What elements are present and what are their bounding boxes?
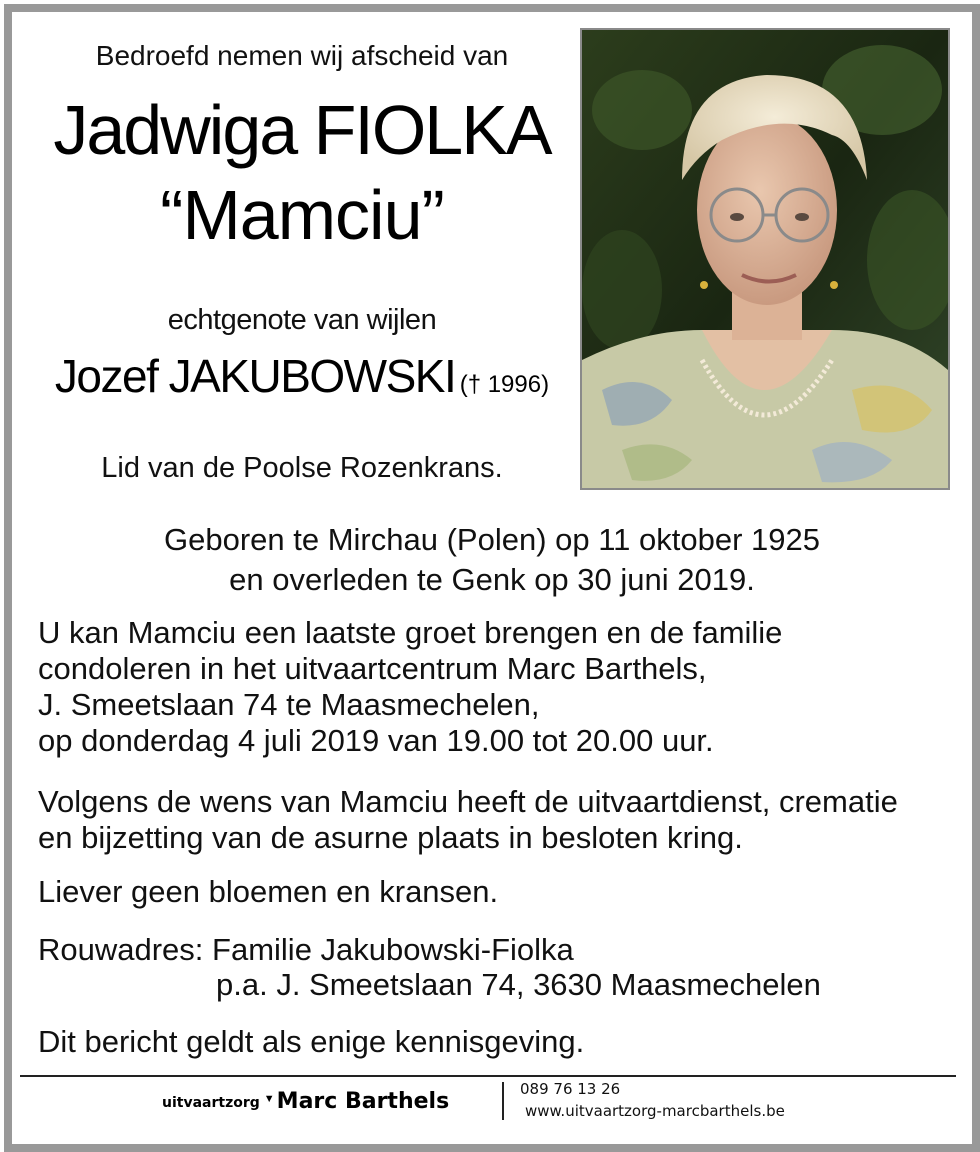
notice-text: Dit bericht geldt als enige kennisgeving. (38, 1024, 585, 1059)
intro-text: Bedroefd nemen wij afscheid van (95, 40, 509, 71)
brand-prefix: uitvaartzorg (162, 1095, 260, 1111)
funeral-home-website: www.uitvaartzorg-marcbarthels.be (525, 1102, 785, 1120)
portrait-photo (580, 28, 950, 490)
mourning-address-line: Rouwadres: Familie Jakubowski-Fiolka (38, 932, 574, 967)
funeral-home-logo (162, 1089, 449, 1114)
visitation-line: op donderdag 4 juli 2019 van 19.00 tot 20.00 uur. (38, 723, 714, 758)
funeral-home-phone: 089 76 13 26 (520, 1080, 621, 1098)
mourning-address-street: p.a. J. Smeetslaan 74, 3630 Maasmechelen (216, 967, 821, 1002)
wish-line: Volgens de wens van Mamciu heeft de uitvaartdienst, crematie (38, 784, 898, 819)
footer-separator (502, 1082, 504, 1120)
spouse-intro: echtgenote van wijlen (167, 304, 437, 336)
birth-death-text (12, 520, 972, 600)
deceased-name: Jadwiga FIOLKA (53, 91, 551, 169)
membership-text: Lid van de Poolse Rozenkrans. (101, 452, 503, 484)
birth-line: Geboren te Mirchau (Polen) op 11 oktober 1925 (164, 522, 820, 557)
brand-name: Marc Barthels (276, 1089, 450, 1114)
visitation-line: U kan Mamciu een laatste groet brengen en de familie (38, 615, 783, 650)
deceased-nickname: “Mamciu” (160, 176, 444, 254)
wish-paragraph (38, 784, 898, 856)
footer-divider (20, 1075, 956, 1077)
visitation-line: condoleren in het uitvaartcentrum Marc Barthels, (38, 651, 707, 686)
visitation-line: J. Smeetslaan 74 te Maasmechelen, (38, 687, 540, 722)
wish-line: en bijzetting van de asurne plaats in besloten kring. (38, 820, 743, 855)
flowers-text: Liever geen bloemen en kransen. (38, 874, 499, 909)
visitation-paragraph (38, 615, 782, 759)
spouse-name: Jozef JAKUBOWSKI (54, 350, 456, 402)
spouse-line (12, 349, 592, 403)
obituary-card (4, 4, 980, 1152)
death-line: en overleden te Genk op 30 juni 2019. (229, 562, 755, 597)
spouse-death-year: († 1996) (459, 371, 550, 398)
brand-arrow-icon: ▼ (263, 1093, 275, 1105)
